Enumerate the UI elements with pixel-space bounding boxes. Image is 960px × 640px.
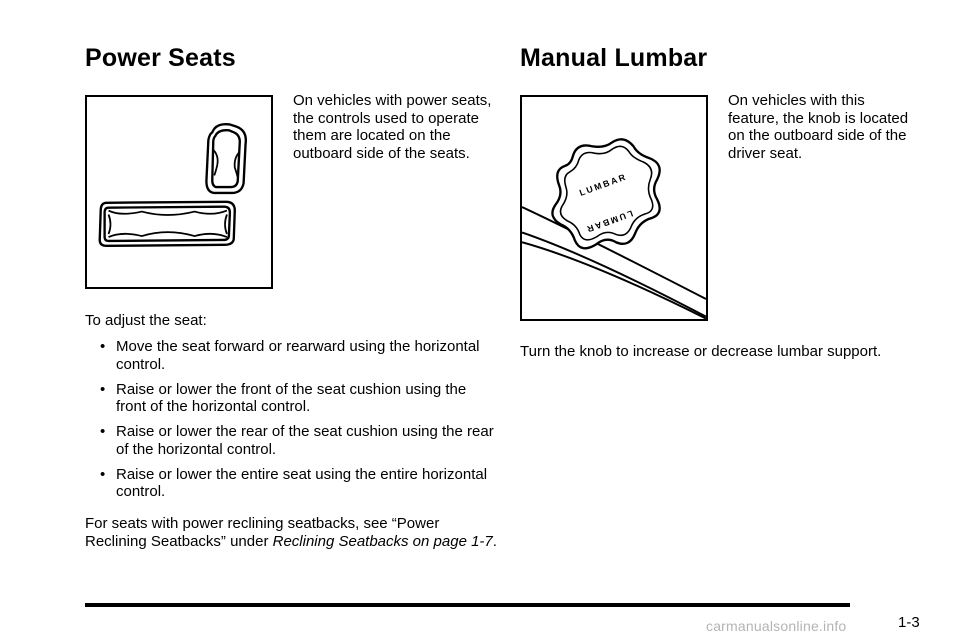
- power-seats-heading: Power Seats: [85, 44, 236, 72]
- power-seat-controls-drawing: [87, 97, 271, 287]
- list-item-text: Raise or lower the entire seat using the entire horizontal control.: [116, 465, 488, 500]
- power-seat-controls-illustration: [85, 95, 273, 289]
- list-item-text: Move the seat forward or rearward using the horizontal control.: [116, 338, 480, 373]
- lumbar-knob-drawing: [522, 97, 706, 319]
- knob-label-bottom: LUMBAR: [584, 208, 635, 235]
- bullet-icon: •: [100, 380, 106, 398]
- list-item: [100, 381, 495, 416]
- bullet-icon: •: [100, 423, 106, 440]
- list-item-text: Raise or lower the front of the seat cushion using the front of the horizontal control.: [116, 380, 467, 415]
- manual-lumbar-heading: Manual Lumbar: [520, 44, 708, 72]
- lumbar-knob-icon: [552, 139, 659, 248]
- list-item: [100, 466, 495, 501]
- lumbar-instruction: Turn the knob to increase or decrease lumbar support.: [520, 343, 882, 360]
- seatback-control-icon: [206, 124, 245, 193]
- lumbar-knob-illustration: [520, 95, 708, 321]
- reclining-seatbacks-reference: Reclining Seatbacks on page 1-7: [272, 532, 493, 550]
- power-seats-figure-caption: On vehicles with power seats, the controls used to operate them are located on the outboard side of the seats.: [293, 92, 492, 162]
- watermark: carmanualsonline.info: [706, 618, 847, 634]
- note-text: For seats with power reclining seatbacks, see “Power Reclining Seatbacks” under: [85, 515, 440, 550]
- list-item-text: Raise or lower the rear of the seat cushion using the rear of the horizontal control.: [116, 423, 494, 458]
- adjust-seat-intro: To adjust the seat:: [85, 312, 207, 329]
- page-number: 1-3: [898, 614, 920, 631]
- footer-rule: [85, 603, 850, 607]
- list-item: [100, 338, 495, 373]
- bullet-icon: •: [100, 465, 106, 483]
- reclining-seatbacks-note: [85, 515, 505, 550]
- manual-lumbar-figure-caption: On vehicles with this feature, the knob is located on the outboard side of the driver seat.: [728, 92, 909, 162]
- knob-label-top: LUMBAR: [578, 171, 629, 198]
- seat-adjustment-list: [100, 338, 495, 508]
- bullet-icon: •: [100, 338, 106, 355]
- list-item: [100, 423, 495, 458]
- note-end: .: [492, 532, 497, 550]
- seat-cushion-control-icon: [100, 202, 235, 246]
